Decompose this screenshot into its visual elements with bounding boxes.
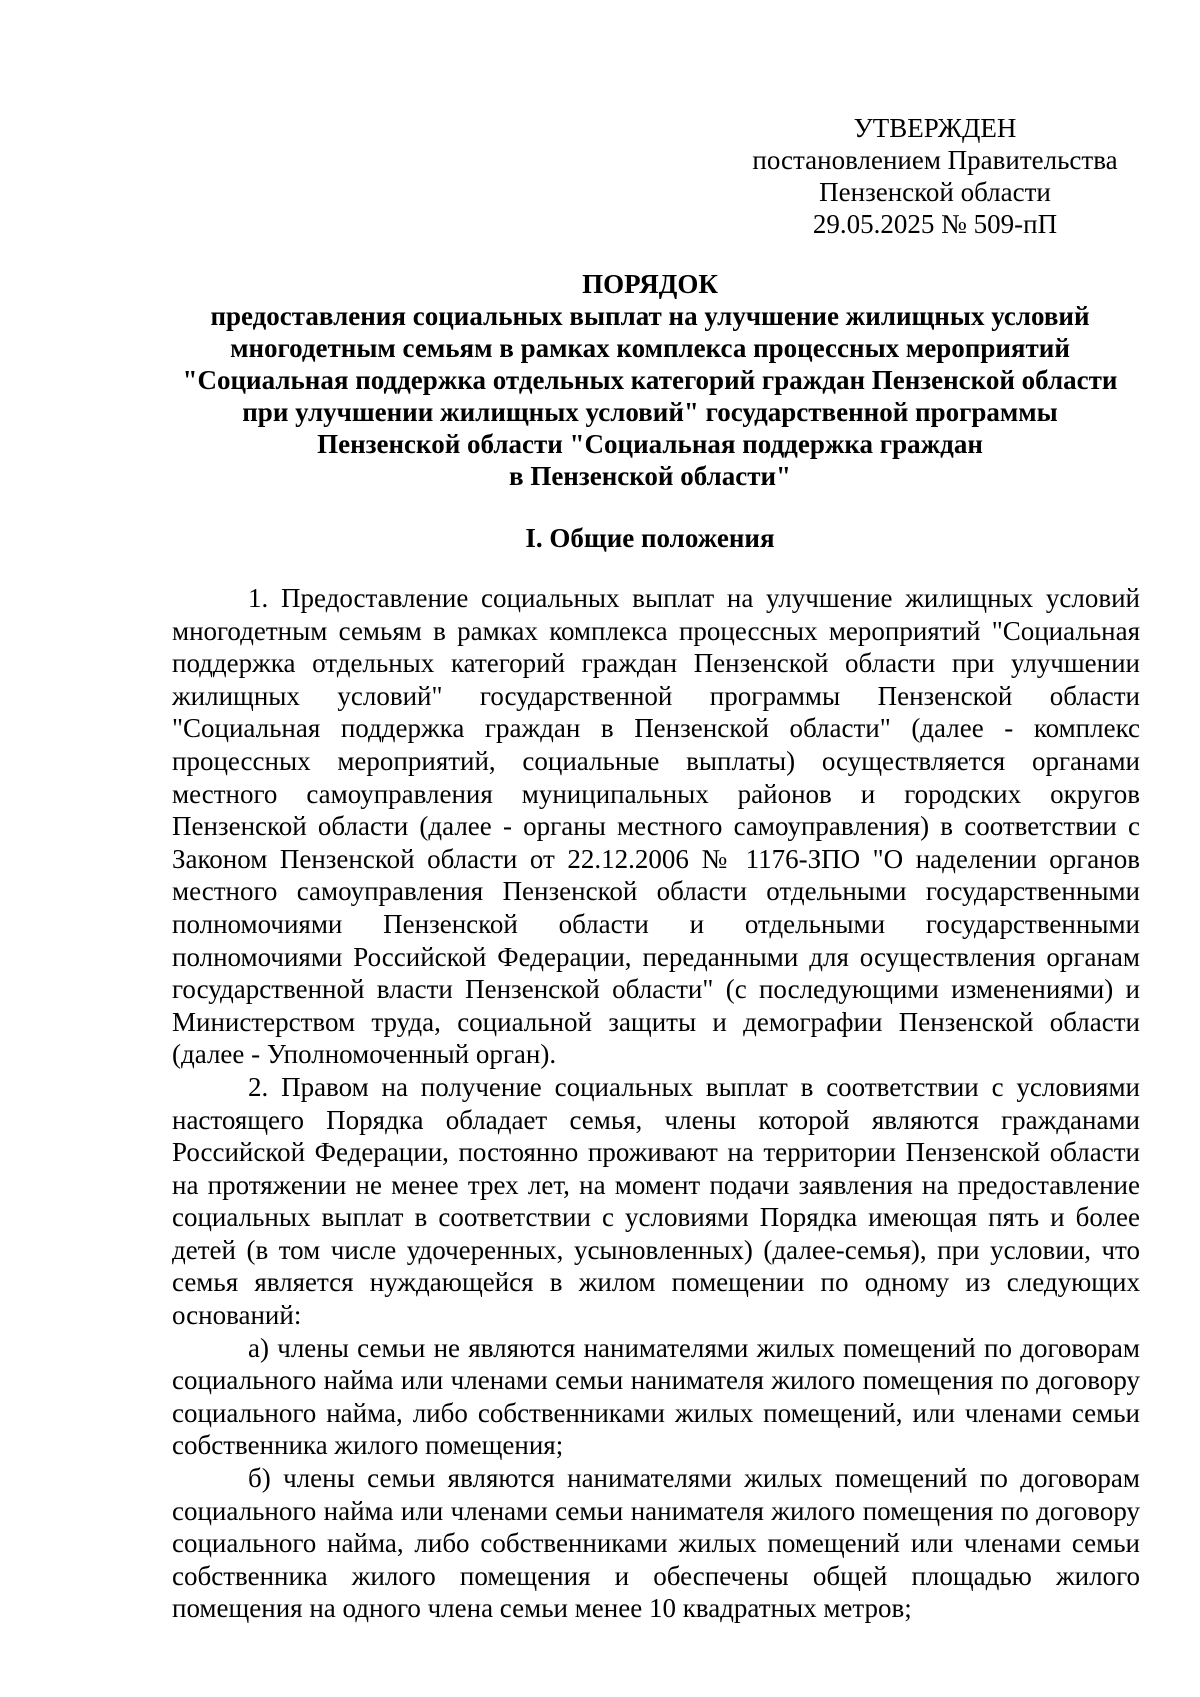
title-line: "Социальная поддержка отдельных категорий граждан Пензенской области: [182, 365, 1118, 395]
approval-status: УТВЕРЖДЕН: [853, 113, 1017, 143]
approval-region: Пензенской области: [819, 177, 1051, 207]
approval-date-number: 29.05.2025 № 509-пП: [812, 209, 1058, 239]
approval-issuer: постановлением Правительства: [752, 145, 1118, 175]
section-heading: I. Общие положения: [525, 523, 775, 553]
paragraph-2b: б) члены семьи являются нанимателями жилых помещений по договорам социального найма или членами семьи нанимателя жилого помещения по договору социального найма, либо собственниками жилых помещений или членами семьи собственника жилого помещения и обеспечены общей площадью жилого помещения на одного члена семьи менее 10 квадратных метров;: [172, 1463, 1140, 1624]
title-line: в Пензенской области": [508, 461, 792, 491]
title-line: предоставления социальных выплат на улучшение жилищных условий: [210, 301, 1090, 331]
title-heading: ПОРЯДОК: [582, 269, 718, 299]
paragraph-2a: а) члены семьи не являются нанимателями жилых помещений по договорам социального найма или членами семьи нанимателя жилого помещения по договору социального найма, либо собственниками жилых помещений, или членами семьи собственника жилого помещения;: [172, 1332, 1140, 1461]
title-line: Пензенской области "Социальная поддержка граждан: [317, 429, 983, 459]
approval-stamp: [720, 112, 1150, 240]
title-line: при улучшении жилищных условий" государственной программы: [242, 397, 1058, 427]
document-title: [150, 268, 1150, 492]
paragraph-1: 1. Предоставление социальных выплат на улучшение жилищных условий многодетным семьям в рамках комплекса процессных мероприятий "Социальная поддержка отдельных категорий граждан Пензенской области при улучшении жилищных условий" государственной программы Пензенской области "Социальная поддержка граждан в Пензенской области" (далее - комплекс процессных мероприятий, социальные выплаты) осуществляется органами местного самоуправления муниципальных районов и городских округов Пензенской области (далее - органы местного самоуправления) в соответствии с Законом Пензенской области от 22.12.2006 № 1176-ЗПО "О наделении органов местного самоуправления Пензенской области отдельными государственными полномочиями Пензенской области и отдельными государственными полномочиями Российской Федерации, переданными для осуществления органам государственной власти Пензенской области" (с последующими изменениями) и Министерством труда, социальной защиты и демографии Пензенской области (далее - Уполномоченный орган).: [172, 583, 1140, 1070]
title-line: многодетным семьям в рамках комплекса процессных мероприятий: [230, 333, 1070, 363]
paragraph-2: 2. Правом на получение социальных выплат в соответствии с условиями настоящего Порядка обладает семья, члены которой являются гражданами Российской Федерации, постоянно проживают на территории Пензенской области на протяжении не менее трех лет, на момент подачи заявления на предоставление социальных выплат в соответствии с условиями Порядка имеющая пять и более детей (в том числе удочеренных, усыновленных) (далее-семья), при условии, что семья является нуждающейся в жилом помещении по одному из следующих оснований:: [172, 1071, 1140, 1331]
document-body: [172, 582, 1140, 1625]
